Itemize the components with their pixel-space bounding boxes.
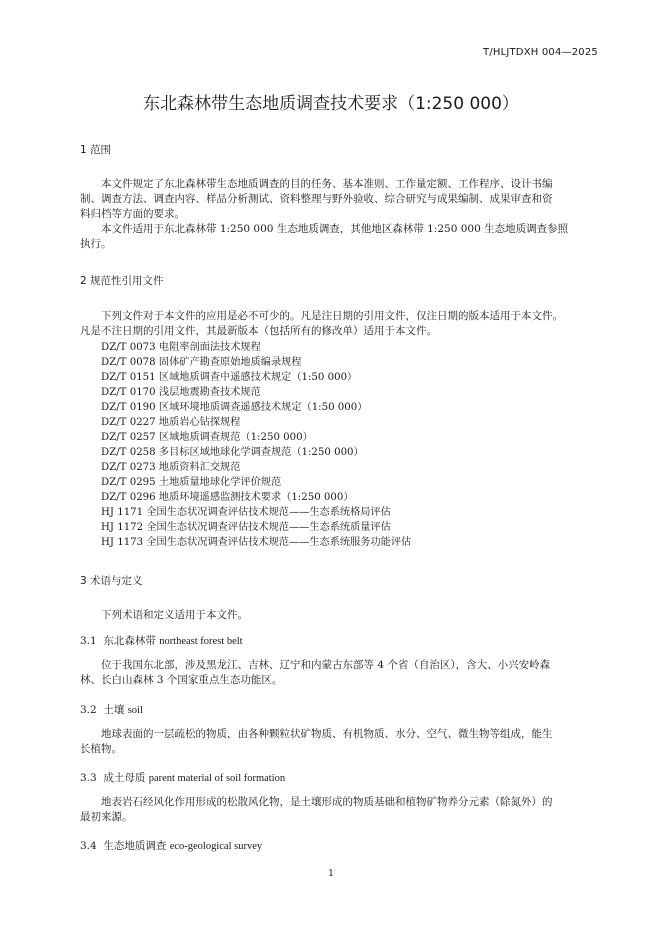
text-line: 位于我国东北部，涉及黑龙江、吉林、辽宁和内蒙古东部等 4 个省（自治区），含大、小兴安岭森 xyxy=(101,659,551,671)
reference-item: DZ/T 0227 地质岩心钻探规程 xyxy=(101,417,241,428)
reference-list xyxy=(101,340,411,550)
reference-item: HJ 1172 全国生态状况调查评估技术规范——生态系统质量评估 xyxy=(101,522,391,533)
reference-item: HJ 1173 全国生态状况调查评估技术规范——生态系统服务功能评估 xyxy=(101,537,412,548)
reference-item: DZ/T 0296 地质环境遥感监测技术要求（1:250 000） xyxy=(101,492,354,503)
term-number: 3.2 xyxy=(80,704,97,716)
page-number: 1 xyxy=(327,868,335,879)
reference-item: DZ/T 0073 电阻率剖面法技术规程 xyxy=(101,342,261,353)
reference-item: DZ/T 0170 浅层地震勘查技术规范 xyxy=(101,387,261,398)
term-number: 3.1 xyxy=(80,635,97,647)
term-heading-3-4 xyxy=(80,838,262,853)
term-heading-3-3 xyxy=(80,770,285,785)
term-english: soil xyxy=(127,705,143,716)
term-definition-3-3 xyxy=(80,795,599,825)
text-line: 最初来源。 xyxy=(80,811,133,823)
term-definition-3-2 xyxy=(80,727,599,757)
term-english: parent material of soil formation xyxy=(148,773,286,784)
text-line: 本文件适用于东北森林带 1:250 000 生态地质调查，其他地区森林带 1:250 000 生态地质调查参照 xyxy=(101,223,569,235)
term-chinese: 土壤 xyxy=(103,704,125,716)
term-number: 3.4 xyxy=(80,840,97,852)
section-heading-terms: 3 术语与定义 xyxy=(80,575,143,587)
reference-item: DZ/T 0151 区域地质调查中遥感技术规定（1:50 000） xyxy=(101,372,358,383)
document-code: T/HLJTDXH 004—2025 xyxy=(482,47,598,58)
text-line: 下列文件对于本文件的应用是必不可少的。凡是注日期的引用文件，仅注日期的版本适用于本文件。 xyxy=(101,310,563,322)
terms-intro xyxy=(80,608,599,623)
text-line: 地表岩石经风化作用形成的松散风化物，是土壤形成的物质基础和植物矿物养分元素（除氮外）的 xyxy=(101,796,553,808)
text-line: 凡是不注日期的引用文件，其最新版本（包括所有的修改单）适用于本文件。 xyxy=(80,325,437,337)
text-line: 执行。 xyxy=(80,238,112,250)
term-number: 3.3 xyxy=(80,772,97,784)
section-heading-normative: 2 规范性引用文件 xyxy=(80,275,164,287)
text-line: 地球表面的一层疏松的物质，由各种颗粒状矿物质、有机物质、水分、空气、微生物等组成，能生 xyxy=(101,728,553,740)
reference-item: DZ/T 0257 区域地质调查规范（1:250 000） xyxy=(101,432,313,443)
term-heading-3-2 xyxy=(80,702,143,717)
text-line: 制、调查方法、调查内容、样品分析测试、资料整理与野外验收、综合研究与成果编制、成果审查和资 xyxy=(80,193,553,205)
reference-item: HJ 1171 全国生态状况调查评估技术规范——生态系统格局评估 xyxy=(101,507,391,518)
term-chinese: 成土母质 xyxy=(103,772,146,784)
scope-paragraph-2 xyxy=(80,222,599,252)
term-definition-3-1 xyxy=(80,658,599,688)
section-heading-scope: 1 范围 xyxy=(80,144,112,156)
text-line: 长植物。 xyxy=(80,743,122,755)
term-heading-3-1 xyxy=(80,633,243,648)
reference-item: DZ/T 0273 地质资料汇交规范 xyxy=(101,462,241,473)
text-line: 本文件规定了东北森林带生态地质调查的目的任务、基本准则、工作量定额、工作程序、设计书编 xyxy=(101,178,553,190)
reference-item: DZ/T 0078 固体矿产勘查原始地质编录规程 xyxy=(101,357,302,368)
text-line: 料归档等方面的要求。 xyxy=(80,208,185,220)
reference-item: DZ/T 0295 土地质量地球化学评价规范 xyxy=(101,477,282,488)
term-english: eco-geological survey xyxy=(169,841,263,852)
term-english: northeast forest belt xyxy=(159,636,243,647)
term-chinese: 生态地质调查 xyxy=(103,840,167,852)
reference-item: DZ/T 0258 多目标区域地球化学调查规范（1:250 000） xyxy=(101,447,364,458)
term-chinese: 东北森林带 xyxy=(103,635,156,647)
normative-intro xyxy=(80,309,599,339)
text-line: 林、长白山森林 3 个国家重点生态功能区。 xyxy=(80,674,283,686)
reference-item: DZ/T 0190 区域环境地质调查遥感技术规定（1:50 000） xyxy=(101,402,368,413)
scope-paragraph-1 xyxy=(80,177,599,222)
document-title: 东北森林带生态地质调查技术要求（1:250 000） xyxy=(143,94,519,114)
text-line: 下列术语和定义适用于本文件。 xyxy=(101,609,248,621)
